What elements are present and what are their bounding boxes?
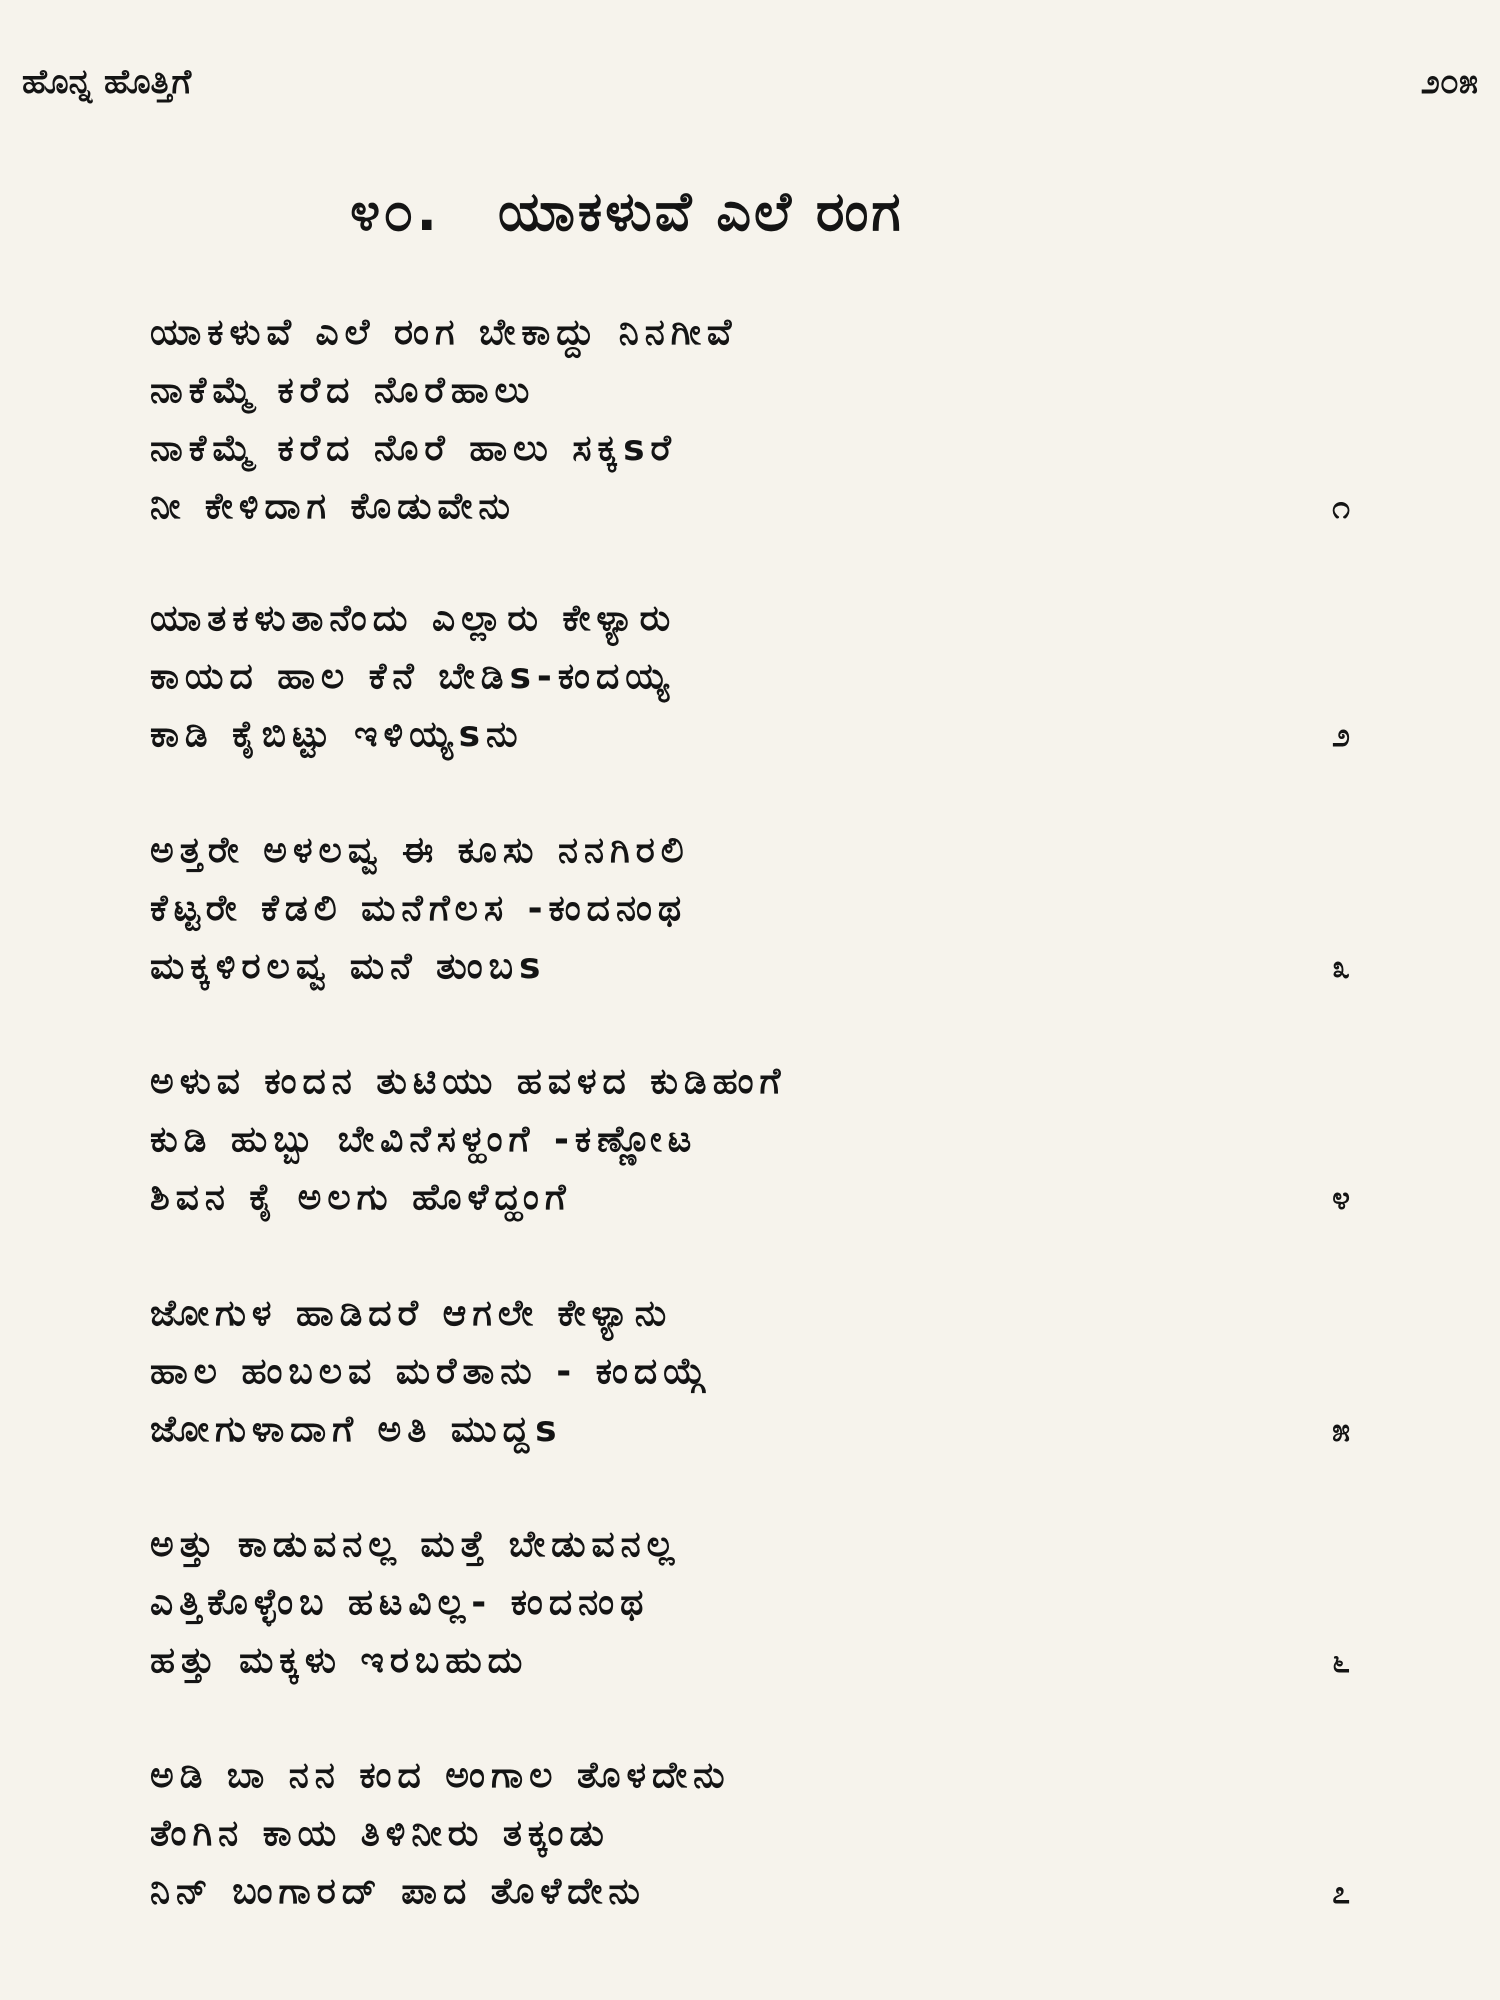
line-text: ಜೋಗುಳಾದಾಗೆ ಅತಿ ಮುದ್ದs <box>150 1409 563 1450</box>
stanza-line <box>150 1632 1350 1690</box>
stanza-2 <box>150 590 1350 764</box>
stanza-line <box>150 822 1350 880</box>
stanza-5 <box>150 1285 1350 1459</box>
stanza-line <box>150 1169 1350 1227</box>
stanza-line <box>150 1401 1350 1459</box>
stanza-line <box>150 938 1350 996</box>
line-text: ತೆಂಗಿನ ಕಾಯ ತಿಳಿನೀರು ತಕ್ಕಂಡು <box>150 1813 610 1854</box>
page-number: ೨೦೫ <box>1420 62 1478 102</box>
stanza-1 <box>150 304 1350 536</box>
stanza-line <box>150 1805 1350 1863</box>
line-text: ಅತ್ತರೇ ಅಳಲವ್ವ ಈ ಕೂಸು ನನಗಿರಲಿ <box>150 830 690 871</box>
poem-number: ೪೦. <box>350 180 440 243</box>
line-text: ಅಳುವ ಕಂದನ ತುಟಿಯು ಹವಳದ ಕುಡಿಹಂಗೆ <box>150 1061 787 1102</box>
stanza-line <box>150 420 1350 478</box>
line-text: ಯಾಕಳುವೆ ಎಲೆ ರಂಗ ಬೇಕಾದ್ದು ನಿನಗೀವೆ <box>150 312 738 353</box>
line-text: ಯಾತಕಳುತಾನೆಂದು ಎಲ್ಲಾರು ಕೇಳ್ಯಾರು <box>150 598 677 639</box>
line-text: ಹತ್ತು ಮಕ್ಕಳು ಇರಬಹುದು <box>150 1640 529 1681</box>
poem-title <box>350 180 904 244</box>
verse-number: ೩ <box>1332 948 1350 986</box>
stanza-line <box>150 1053 1350 1111</box>
stanza-line <box>150 1863 1350 1921</box>
stanza-line <box>150 478 1350 536</box>
stanza-line <box>150 1747 1350 1805</box>
stanza-line <box>150 706 1350 764</box>
stanza-4 <box>150 1053 1350 1227</box>
stanza-line <box>150 1285 1350 1343</box>
stanza-line <box>150 304 1350 362</box>
line-text: ಕೆಟ್ಟರೇ ಕೆಡಲಿ ಮನೆಗೆಲಸ -ಕಂದನಂಥ <box>150 888 688 929</box>
line-text: ಮಕ್ಕಳಿರಲವ್ವ ಮನೆ ತುಂಬs <box>150 946 547 987</box>
stanza-line <box>150 880 1350 938</box>
line-text: ನಿನ್ ಬಂಗಾರದ್ ಪಾದ ತೊಳೆದೇನು <box>150 1871 646 1912</box>
verse-number: ೫ <box>1332 1411 1350 1449</box>
line-text: ಶಿವನ ಕೈ ಅಲಗು ಹೊಳೆದ್ಹಂಗೆ <box>150 1177 572 1218</box>
line-text: ಕುಡಿ ಹುಬ್ಬು ಬೇವಿನೆಸಳ್ಹಂಗೆ -ಕಣ್ಣೋಟ <box>150 1119 698 1160</box>
line-text: ಜೋಗುಳ ಹಾಡಿದರೆ ಆಗಲೇ ಕೇಳ್ಯಾನು <box>150 1293 673 1334</box>
line-text: ನೀ ಕೇಳಿದಾಗ ಕೊಡುವೇನು <box>150 486 516 527</box>
line-text: ಕಾಯದ ಹಾಲ ಕೆನೆ ಬೇಡಿs-ಕಂದಯ್ಯ <box>150 656 675 697</box>
stanza-line <box>150 1574 1350 1632</box>
line-text: ಕಾಡಿ ಕೈಬಿಟ್ಟು ಇಳಿಯ್ಯsನು <box>150 714 524 755</box>
stanza-6 <box>150 1516 1350 1690</box>
verse-number: ೭ <box>1332 1873 1350 1911</box>
stanza-3 <box>150 822 1350 996</box>
poem-title-text: ಯಾಕಳುವೆ ಎಲೆ ರಂಗ <box>498 180 904 243</box>
running-header-book-title: ಹೊನ್ನ ಹೊತ್ತಿಗೆ <box>22 62 192 102</box>
stanza-line <box>150 648 1350 706</box>
stanza-line <box>150 1111 1350 1169</box>
stanza-line <box>150 1343 1350 1401</box>
stanza-line <box>150 362 1350 420</box>
line-text: ಎತ್ತಿಕೊಳ್ಳೆಂಬ ಹಟವಿಲ್ಲ- ಕಂದನಂಥ <box>150 1582 650 1623</box>
stanza-7 <box>150 1747 1350 1921</box>
line-text: ಅಡಿ ಬಾ ನನ ಕಂದ ಅಂಗಾಲ ತೊಳದೇನು <box>150 1755 731 1796</box>
verse-number: ೬ <box>1332 1642 1350 1680</box>
line-text: ಹಾಲ ಹಂಬಲವ ಮರೆತಾನು - ಕಂದಯ್ಗೆ <box>150 1351 712 1392</box>
line-text: ಅತ್ತು ಕಾಡುವನಲ್ಲ ಮತ್ತೆ ಬೇಡುವನಲ್ಲ <box>150 1524 681 1565</box>
verse-number: ೪ <box>1332 1179 1350 1217</box>
line-text: ನಾಕೆಮ್ಮೆ ಕರೆದ ನೊರೆ ಹಾಲು ಸಕ್ಕsರೆ <box>150 428 677 469</box>
verse-number: ೧ <box>1332 488 1350 526</box>
verse-number: ೨ <box>1332 716 1350 754</box>
line-text: ನಾಕೆಮ್ಮೆ ಕರೆದ ನೊರೆಹಾಲು <box>150 370 536 411</box>
stanza-line <box>150 1516 1350 1574</box>
stanza-line <box>150 590 1350 648</box>
